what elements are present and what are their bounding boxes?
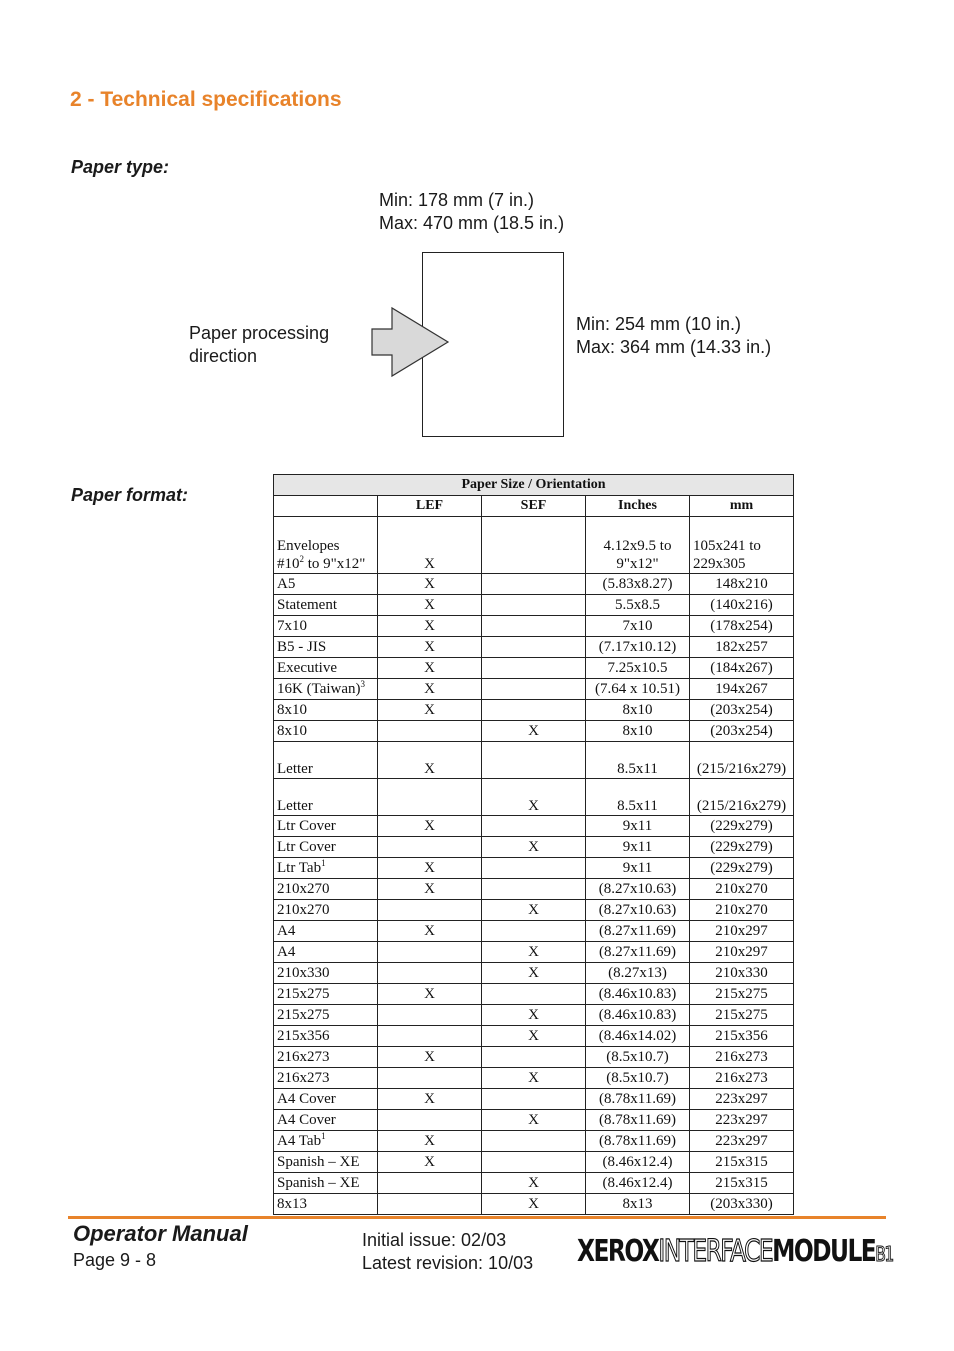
cell-sef: X — [482, 1110, 586, 1131]
cell-inches: (8.78x11.69) — [586, 1089, 690, 1110]
cell-inches: (8.27x10.63) — [586, 879, 690, 900]
cell-sef — [482, 984, 586, 1005]
paper-width-dimensions — [379, 189, 564, 235]
cell-mm: (203x254) — [690, 721, 794, 742]
cell-sef — [482, 1089, 586, 1110]
table-row — [274, 616, 794, 637]
cell-lef — [378, 1173, 482, 1194]
envelope-name-post: to 9"x12" — [304, 556, 366, 572]
cell-lef: X — [378, 984, 482, 1005]
paper-format-heading: Paper format: — [71, 485, 189, 505]
cell-lef: X — [378, 679, 482, 700]
table-row — [274, 1047, 794, 1068]
table-row — [274, 921, 794, 942]
cell-sef: X — [482, 721, 586, 742]
envelope-inches-line1: 4.12x9.5 to — [603, 538, 672, 554]
cell-inches: (8.27x11.69) — [586, 942, 690, 963]
cell-mm: 216x273 — [690, 1068, 794, 1089]
cell-sef: X — [482, 963, 586, 984]
cell-mm: 215x356 — [690, 1026, 794, 1047]
cell-mm: 223x297 — [690, 1110, 794, 1131]
cell-lef — [378, 779, 482, 816]
cell-mm: (203x330) — [690, 1194, 794, 1215]
cell-lef: X — [378, 816, 482, 837]
table-row — [274, 816, 794, 837]
cell-name: 8x10 — [274, 721, 378, 742]
cell-inches: (8.5x10.7) — [586, 1068, 690, 1089]
paper-size-table — [273, 474, 794, 1215]
cell-inches: 9x11 — [586, 858, 690, 879]
footnote-marker: 1 — [321, 1131, 326, 1141]
cell-lef: X — [378, 1089, 482, 1110]
cell-lef — [378, 837, 482, 858]
latest-revision: Latest revision: 10/03 — [362, 1253, 534, 1273]
table-row — [274, 574, 794, 595]
envelope-name-line1: Envelopes — [277, 538, 340, 554]
envelope-mm-line1: 105x241 to — [693, 538, 761, 554]
logo-interface: INTERFACE — [658, 1234, 773, 1269]
cell-mm: 210x297 — [690, 942, 794, 963]
table-caption: Paper Size / Orientation — [274, 475, 794, 496]
cell-sef: X — [482, 942, 586, 963]
cell-mm: 210x270 — [690, 900, 794, 921]
cell-lef: X — [378, 1131, 482, 1152]
paper-type-heading: Paper type: — [71, 157, 170, 177]
width-max: Max: 470 mm (18.5 in.) — [379, 213, 565, 233]
cell-lef: X — [378, 658, 482, 679]
cell-mm: (140x216) — [690, 595, 794, 616]
paper-length-dimensions — [576, 313, 771, 359]
table-row — [274, 900, 794, 921]
cell-mm: 210x270 — [690, 879, 794, 900]
cell-inches: (8.46x10.83) — [586, 984, 690, 1005]
cell-mm: (215/216x279) — [690, 742, 794, 779]
cell-mm: 210x330 — [690, 963, 794, 984]
cell-lef: X — [378, 700, 482, 721]
header-name — [274, 496, 378, 517]
cell-name: 7x10 — [274, 616, 378, 637]
table-header-row — [274, 496, 794, 517]
cell-sef: X — [482, 1068, 586, 1089]
cell-inches: (8.46x14.02) — [586, 1026, 690, 1047]
issue-dates — [362, 1229, 533, 1275]
cell-lef — [378, 1194, 482, 1215]
header-lef: LEF — [378, 496, 482, 517]
cell-inches: 7.25x10.5 — [586, 658, 690, 679]
table-row — [274, 837, 794, 858]
cell-sef: X — [482, 1026, 586, 1047]
cell-sef — [482, 574, 586, 595]
cell-inches: (5.83x8.27) — [586, 574, 690, 595]
cell-name: A4 Cover — [274, 1089, 378, 1110]
table-row — [274, 1068, 794, 1089]
cell-sef — [482, 742, 586, 779]
cell-lef: X — [378, 858, 482, 879]
cell-name: Ltr Cover — [274, 816, 378, 837]
cell-lef — [378, 721, 482, 742]
cell-name: Statement — [274, 595, 378, 616]
table-row — [274, 1005, 794, 1026]
cell-inches: 9x11 — [586, 837, 690, 858]
table-row — [274, 1110, 794, 1131]
table-row — [274, 1089, 794, 1110]
cell-inches: 8.5x11 — [586, 742, 690, 779]
cell-sef — [482, 921, 586, 942]
cell-name: Letter — [274, 779, 378, 816]
cell-mm: (229x279) — [690, 816, 794, 837]
cell-sef — [482, 637, 586, 658]
table-row — [274, 1026, 794, 1047]
cell-inches: 5.5x8.5 — [586, 595, 690, 616]
cell-mm: (215/216x279) — [690, 779, 794, 816]
paper-direction-label — [189, 322, 329, 368]
footer-rule — [68, 1216, 886, 1219]
cell-lef — [378, 942, 482, 963]
cell-sef: X — [482, 1173, 586, 1194]
cell-name: 216x273 — [274, 1068, 378, 1089]
cell-sef: X — [482, 837, 586, 858]
direction-arrow-icon — [370, 306, 452, 378]
cell-inches: 8x10 — [586, 700, 690, 721]
table-row — [274, 1131, 794, 1152]
cell-sef — [482, 658, 586, 679]
cell-name: 8x13 — [274, 1194, 378, 1215]
cell-mm: (203x254) — [690, 700, 794, 721]
cell-lef: X — [378, 1152, 482, 1173]
cell-mm: 223x297 — [690, 1089, 794, 1110]
length-min: Min: 254 mm (10 in.) — [576, 314, 742, 334]
header-sef: SEF — [482, 496, 586, 517]
logo-xerox: XEROX — [577, 1234, 659, 1269]
width-min: Min: 178 mm (7 in.) — [379, 190, 535, 210]
cell-lef — [378, 1026, 482, 1047]
cell-name: A5 — [274, 574, 378, 595]
cell-mm: 210x297 — [690, 921, 794, 942]
cell-name: 8x10 — [274, 700, 378, 721]
cell-sef — [482, 1152, 586, 1173]
cell-name: 216x273 — [274, 1047, 378, 1068]
cell-name: 16K (Taiwan)$^3$ — [274, 679, 378, 700]
cell-name: 210x330 — [274, 963, 378, 984]
cell-sef — [482, 1131, 586, 1152]
cell-lef — [378, 1005, 482, 1026]
envelope-mm-line2: 229x305 — [693, 556, 746, 572]
logo-module: MODULE — [772, 1234, 876, 1269]
cell-mm: 216x273 — [690, 1047, 794, 1068]
direction-label-line2: direction — [189, 346, 258, 366]
table-row — [274, 1152, 794, 1173]
cell-sef: X — [482, 900, 586, 921]
cell-lef: X — [378, 742, 482, 779]
footnote-marker: 3 — [360, 679, 366, 689]
initial-issue: Initial issue: 02/03 — [362, 1230, 507, 1250]
cell-name — [274, 517, 378, 574]
cell-lef — [378, 1110, 482, 1131]
cell-lef — [378, 963, 482, 984]
cell-name: A4 — [274, 942, 378, 963]
table-row — [274, 879, 794, 900]
cell-name: B5 - JIS — [274, 637, 378, 658]
cell-inches: (8.27x11.69) — [586, 921, 690, 942]
cell-name: 210x270 — [274, 879, 378, 900]
cell-mm: 182x257 — [690, 637, 794, 658]
cell-sef — [482, 517, 586, 574]
table-row — [274, 595, 794, 616]
cell-lef: X — [378, 517, 482, 574]
cell-mm: 215x275 — [690, 984, 794, 1005]
cell-name: Letter — [274, 742, 378, 779]
cell-inches: (8.46x12.4) — [586, 1173, 690, 1194]
length-max: Max: 364 mm (14.33 in.) — [576, 337, 772, 357]
header-mm: mm — [690, 496, 794, 517]
cell-mm: (184x267) — [690, 658, 794, 679]
cell-name: A4 Tab$^1$ — [274, 1131, 378, 1152]
cell-mm: 148x210 — [690, 574, 794, 595]
cell-sef — [482, 595, 586, 616]
cell-sef — [482, 700, 586, 721]
cell-name: Ltr Tab$^1$ — [274, 858, 378, 879]
cell-mm: 215x315 — [690, 1173, 794, 1194]
cell-sef — [482, 816, 586, 837]
cell-inches: 8x13 — [586, 1194, 690, 1215]
cell-lef: X — [378, 595, 482, 616]
cell-mm: 223x297 — [690, 1131, 794, 1152]
cell-inches: (8.27x10.63) — [586, 900, 690, 921]
cell-mm — [690, 517, 794, 574]
cell-mm: (178x254) — [690, 616, 794, 637]
table-row — [274, 637, 794, 658]
cell-inches: 8.5x11 — [586, 779, 690, 816]
cell-name: A4 — [274, 921, 378, 942]
cell-name: A4 Cover — [274, 1110, 378, 1131]
cell-lef: X — [378, 616, 482, 637]
cell-lef — [378, 900, 482, 921]
cell-sef — [482, 1047, 586, 1068]
table-row — [274, 700, 794, 721]
cell-sef — [482, 879, 586, 900]
cell-mm: 215x315 — [690, 1152, 794, 1173]
cell-inches: (8.46x12.4) — [586, 1152, 690, 1173]
cell-inches — [586, 517, 690, 574]
cell-name: 210x270 — [274, 900, 378, 921]
cell-name: Executive — [274, 658, 378, 679]
cell-name: Ltr Cover — [274, 837, 378, 858]
cell-lef: X — [378, 1047, 482, 1068]
cell-sef — [482, 858, 586, 879]
table-row — [274, 1194, 794, 1215]
table-row — [274, 721, 794, 742]
table-row — [274, 858, 794, 879]
cell-mm: 194x267 — [690, 679, 794, 700]
cell-lef — [378, 1068, 482, 1089]
footnote-marker: 2 — [299, 554, 304, 564]
cell-inches: (8.5x10.7) — [586, 1047, 690, 1068]
cell-sef: X — [482, 779, 586, 816]
cell-inches: 9x11 — [586, 816, 690, 837]
xerox-interface-module-logo — [577, 1234, 893, 1269]
table-row — [274, 1173, 794, 1194]
manual-title: Operator Manual — [73, 1221, 248, 1246]
cell-sef: X — [482, 1005, 586, 1026]
cell-inches: 8x10 — [586, 721, 690, 742]
cell-name: 215x275 — [274, 984, 378, 1005]
cell-sef — [482, 616, 586, 637]
cell-inches: 7x10 — [586, 616, 690, 637]
envelope-inches-line2: 9"x12" — [616, 556, 659, 572]
cell-sef — [482, 679, 586, 700]
cell-lef: X — [378, 879, 482, 900]
cell-mm: (229x279) — [690, 837, 794, 858]
cell-inches: (8.27x13) — [586, 963, 690, 984]
cell-sef: X — [482, 1194, 586, 1215]
header-inches: Inches — [586, 496, 690, 517]
cell-inches: (8.46x10.83) — [586, 1005, 690, 1026]
table-row — [274, 779, 794, 816]
cell-inches: (7.64 x 10.51) — [586, 679, 690, 700]
cell-lef: X — [378, 921, 482, 942]
logo-b1: B1 — [875, 1242, 893, 1266]
table-row — [274, 679, 794, 700]
direction-label-line1: Paper processing — [189, 323, 330, 343]
cell-inches: (7.17x10.12) — [586, 637, 690, 658]
table-row — [274, 984, 794, 1005]
cell-name: Spanish – XE — [274, 1152, 378, 1173]
cell-mm: (229x279) — [690, 858, 794, 879]
table-row — [274, 658, 794, 679]
cell-inches: (8.78x11.69) — [586, 1131, 690, 1152]
page-number: Page 9 - 8 — [73, 1250, 157, 1270]
cell-lef: X — [378, 637, 482, 658]
table-row — [274, 742, 794, 779]
section-title: 2 - Technical specifications — [70, 88, 342, 111]
cell-lef: X — [378, 574, 482, 595]
footnote-marker: 1 — [321, 858, 326, 868]
cell-mm: 215x275 — [690, 1005, 794, 1026]
table-row — [274, 963, 794, 984]
cell-name: 215x275 — [274, 1005, 378, 1026]
cell-inches: (8.78x11.69) — [586, 1110, 690, 1131]
table-row — [274, 517, 794, 574]
envelope-name-pre: #10 — [277, 556, 300, 572]
cell-name: Spanish – XE — [274, 1173, 378, 1194]
cell-name: 215x356 — [274, 1026, 378, 1047]
table-row — [274, 942, 794, 963]
